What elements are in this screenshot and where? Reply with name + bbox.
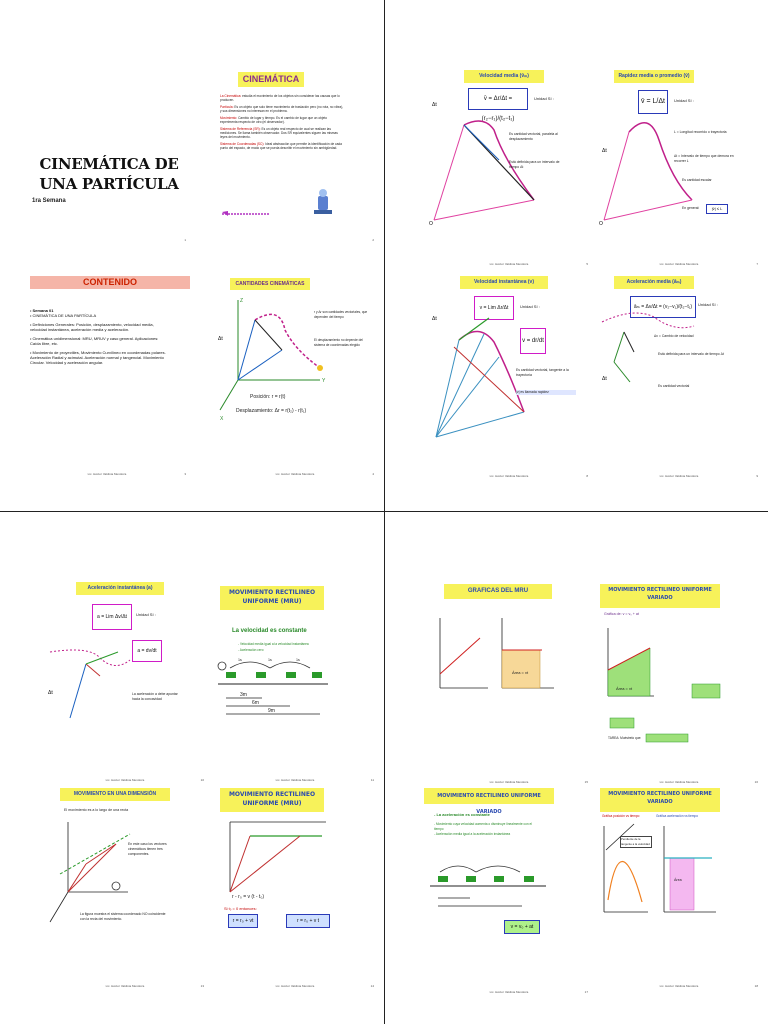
si-unit: Unidad SI : bbox=[534, 96, 554, 101]
page-number: 14 bbox=[370, 984, 374, 988]
note-vector: r y Δr son cantidades vectoriales, que dependen del tiempo bbox=[314, 310, 368, 319]
instantaneous-acceleration-diagram bbox=[40, 576, 210, 786]
svg-text:X: X bbox=[220, 416, 224, 422]
page-number: 4 bbox=[372, 472, 374, 476]
note-1: Es cantidad vectorial, tangente a la trayectoria bbox=[516, 368, 569, 377]
slide-footer: Lic. Héctor Valdivia Mendoza bbox=[489, 262, 529, 266]
page-number: 8 bbox=[586, 474, 588, 478]
slide-contenido bbox=[22, 270, 192, 480]
slide-footer: Lic. Héctor Valdivia Mendoza bbox=[105, 778, 145, 782]
slide-title: CONTENIDO bbox=[30, 276, 190, 289]
mruv-graph bbox=[594, 578, 764, 788]
area-label: Área bbox=[674, 878, 682, 882]
graph-2-label: Gráfica aceleración vs tiempo bbox=[656, 814, 698, 818]
slide-footer: Lic. Héctor Valdivia Mendoza bbox=[275, 778, 315, 782]
mru-eq-box-2: r = r₀ + v t bbox=[286, 914, 330, 928]
note-3: Es cantidad vectorial bbox=[658, 384, 690, 388]
slide-footer: Lic. Héctor Valdivia Mendoza bbox=[489, 474, 529, 478]
list-item: • Cinemática unidimensional: MRU, MRUV y caso general. Aplicaciones: Caída libre, etc. bbox=[30, 336, 159, 346]
slide-footer: Lic. Héctor Valdivia Mendoza bbox=[87, 472, 127, 476]
slide-title: Velocidad media (v̄ₘ) bbox=[464, 70, 544, 83]
mru-subtitle: La velocidad es constante bbox=[232, 628, 307, 634]
mru-eq-2: Si t₀ = 0 entonces: bbox=[224, 906, 257, 911]
intro-text: El movimiento es a lo largo de una recta bbox=[64, 808, 129, 812]
slide-footer: Lic. Héctor Valdivia Mendoza bbox=[659, 262, 699, 266]
note-1: Es cantidad vectorial, paralela al desplazamiento bbox=[509, 132, 558, 141]
slide-title: GRAFICAS DEL MRU bbox=[444, 584, 552, 599]
note-2: Está definida para un intervalo de tiempo Δt bbox=[509, 160, 560, 169]
mruv-position-acceleration-graphs bbox=[594, 782, 764, 992]
handout-page-3 bbox=[0, 512, 384, 1024]
list-item: • Movimiento de proyectiles, Movimiento Curvilíneo en coordenadas polares. Aceleración Radial y acimutal. Aceleración normal y tangencial. Movimiento Circular. Velocidad y aceleración angular. bbox=[30, 350, 166, 365]
mru-cars-diagram bbox=[210, 576, 380, 786]
slide-mruv-3 bbox=[594, 782, 764, 992]
slide-aceleracion-media bbox=[594, 272, 764, 482]
slide-velocidad-instantanea bbox=[424, 272, 594, 482]
slide-mru-2 bbox=[210, 782, 380, 992]
page-number: 9 bbox=[756, 474, 758, 478]
note-2: Δt = Intervalo de tiempo que demora en recorrer L bbox=[674, 154, 734, 163]
tangent-note: Pendiente de la tangente a la velocidad bbox=[620, 836, 652, 848]
average-speed-diagram bbox=[594, 60, 764, 270]
average-acceleration-diagram bbox=[594, 272, 764, 482]
slide-footer: Lic. Héctor Valdivia Mendoza bbox=[659, 474, 699, 478]
slide-title: MOVIMIENTO RECTILINEO UNIFORME (MRU) bbox=[220, 586, 324, 610]
distance-3m: 3m bbox=[240, 692, 247, 698]
mruv-subtitle: Gráfica de: v = v₀ + at bbox=[604, 612, 639, 616]
slide-footer: Lic. Héctor Valdivia Mendoza bbox=[275, 984, 315, 988]
mru-bullet-1: - Velocidad media igual a la velocidad instantánea bbox=[238, 642, 309, 646]
slide-footer: Lic. Héctor Valdivia Mendoza bbox=[489, 990, 529, 994]
page-number: 15 bbox=[584, 780, 588, 784]
slide-cinematica bbox=[210, 36, 380, 246]
slide-mru bbox=[210, 576, 380, 786]
content-list bbox=[30, 308, 170, 369]
svg-text:Δt: Δt bbox=[602, 148, 607, 154]
page-number: 2 bbox=[372, 238, 374, 242]
position-vector-diagram bbox=[210, 270, 380, 480]
slide-title: MOVIMIENTO RECTILINEO UNIFORME VARIADO bbox=[600, 788, 720, 812]
slide-title: CANTIDADES CINEMÁTICAS bbox=[230, 278, 310, 290]
formula-box: a = Lim Δv/Δt bbox=[92, 604, 132, 630]
mruv-bullet-2: - Aceleración media igual a la aceleración instantánea bbox=[434, 832, 511, 836]
page-number: 13 bbox=[200, 984, 204, 988]
mruv-eq-box: v = v₀ + at bbox=[504, 920, 540, 934]
slide-footer: Lic. Héctor Valdivia Mendoza bbox=[659, 984, 699, 988]
si-unit: Unidad SI : bbox=[520, 304, 540, 309]
note-displacement: El desplazamiento no depende del sistema de coordenadas elegido bbox=[314, 338, 363, 347]
formula-box: āₘ = Δv/Δt = (v₂−v₁)/(t₂−t₁) bbox=[630, 296, 696, 318]
homework-label: TAREA: Muéstrelo que: bbox=[608, 736, 642, 740]
note-2: |v| es llamada rapidez bbox=[516, 390, 576, 395]
slide-title: Rapidez media o promedio (v̄) bbox=[614, 70, 694, 83]
cinematica-illustration bbox=[210, 36, 380, 246]
svg-text:Y: Y bbox=[322, 378, 326, 384]
note-4: En general: bbox=[682, 206, 700, 210]
handout-page-2 bbox=[384, 0, 768, 512]
page-number: 5 bbox=[586, 262, 588, 266]
mruv-subtitle: - La aceleración es constante bbox=[434, 812, 490, 817]
slide-main-title: CINEMÁTICA DE UNA PARTÍCULA bbox=[39, 155, 179, 193]
mru-bullet-2: - Aceleración cero bbox=[238, 648, 264, 652]
svg-text:O: O bbox=[599, 221, 603, 227]
slide-rapidez-media bbox=[594, 60, 764, 270]
note-2: Está definida para un intervalo de tiempo Δt bbox=[658, 352, 724, 356]
derivative-box: a = dv/dt bbox=[132, 640, 162, 662]
page-number: 7 bbox=[756, 262, 758, 266]
mru-graphs bbox=[424, 578, 594, 788]
slide-footer: Lic. Héctor Valdivia Mendoza bbox=[659, 780, 699, 784]
slide-title: Velocidad instantánea (v) bbox=[460, 276, 548, 289]
list-item: • Definiciones Generales: Posición, desplazamiento, velocidad media, velocidad instantánea, aceleración media y aceleración. bbox=[30, 322, 154, 332]
mruv-bullet-1: - Movimiento cuya velocidad aumenta o disminuye linealmente con el tiempo bbox=[434, 822, 532, 831]
time-label: 1s bbox=[268, 658, 272, 662]
svg-text:Z: Z bbox=[240, 298, 244, 304]
displacement-equation: Desplazamiento: Δr = r(t₂) - r(t₁) bbox=[236, 408, 307, 414]
slide-graficas-mru bbox=[424, 578, 594, 788]
note-components: En este caso los vectores cinemáticos tienen tres componentes. bbox=[128, 842, 167, 856]
slide-title: MOVIMIENTO RECTILINEO UNIFORME VARIADO bbox=[424, 788, 554, 804]
note-3: Es cantidad escalar bbox=[682, 178, 712, 182]
page-number: 17 bbox=[584, 990, 588, 994]
note-coordinate-system: La figura muestra el sistema coordenado NO coincidente con la recta del movimiento. bbox=[80, 912, 166, 921]
svg-text:Δt: Δt bbox=[602, 376, 607, 382]
svg-text:Δt: Δt bbox=[218, 336, 223, 342]
slide-title: MOVIMIENTO RECTILINEO UNIFORME (MRU) bbox=[220, 788, 324, 812]
distance-6m: 6m bbox=[252, 700, 259, 706]
slide-cantidades bbox=[210, 270, 380, 480]
slide-title: MOVIMIENTO RECTILINEO UNIFORME VARIADO bbox=[600, 584, 720, 608]
si-unit: Unidad SI : bbox=[136, 612, 156, 617]
svg-text:Δt: Δt bbox=[432, 316, 437, 322]
formula-box: v̄ = Δr/Δt = (r₂−r₁)/(t₂−t₁) bbox=[468, 88, 528, 110]
slide-subtitle: 1ra Semana bbox=[32, 198, 66, 204]
note-1: Δv = Cambio de velocidad bbox=[654, 334, 694, 338]
slide-footer: Lic. Héctor Valdivia Mendoza bbox=[489, 780, 529, 784]
mru-eq-1: r - r₀ = v (t - t₀) bbox=[232, 894, 265, 900]
page-number: 1 bbox=[184, 238, 186, 242]
slide-footer: Lic. Héctor Valdivia Mendoza bbox=[105, 984, 145, 988]
slide-aceleracion-instantanea bbox=[40, 576, 210, 786]
si-unit: Unidad SI : bbox=[674, 98, 694, 103]
time-label: 1s bbox=[238, 658, 242, 662]
slide-mruv bbox=[594, 578, 764, 788]
area-label: Área = vt bbox=[616, 686, 633, 691]
svg-text:O: O bbox=[429, 221, 433, 227]
slide-title: MOVIMIENTO EN UNA DIMENSIÓN bbox=[60, 788, 170, 801]
slide-velocidad-media bbox=[424, 60, 594, 270]
svg-text:Δt: Δt bbox=[48, 690, 53, 696]
svg-text:Δt: Δt bbox=[432, 102, 437, 108]
handout-page-4 bbox=[384, 512, 768, 1024]
slide-title: CINEMÁTICA bbox=[238, 72, 304, 87]
page-number: 16 bbox=[754, 780, 758, 784]
page-number: 11 bbox=[370, 778, 374, 782]
slide-footer: Lic. Héctor Valdivia Mendoza bbox=[275, 472, 315, 476]
slide-title: Aceleración instantánea (a) bbox=[76, 582, 164, 595]
time-label: 1s bbox=[296, 658, 300, 662]
graph-1-label: Gráfica posición vs tiempo bbox=[602, 814, 640, 818]
mru-vector-diagram bbox=[210, 782, 380, 992]
one-dimension-diagram bbox=[40, 782, 210, 992]
note-concavity: La aceleración a debe apuntar hacia la concavidad bbox=[132, 692, 178, 701]
slide-title bbox=[22, 36, 192, 246]
formula-box: v̄ = L/Δt bbox=[638, 90, 668, 114]
slide-una-dimension bbox=[40, 782, 210, 992]
definitions-text: La Cinemática: estudia el movimiento de los objetos sin considerar las causas que lo producen. Partícula: Es un objeto que solo tiene movimiento de traslación pero (no rota, no vibra), y sus dimensiones no interesan en el problema. Movimiento: Cambio de lugar y tiempo. Es el cambio de lugar que un objeto experimenta respecto de otro (el observador). Sistema de Referencia (SR): Es un objeto real respecto de cual se realizan las mediciones. Se llama también observador. Dos SR equivalentes siguen las mismas leyes del movimiento. Sistema de Coordenadas (SC): Ideal abstracción que permite la identificación de cada punto del espacio, de modo que se pueda describir el movimiento sin ambigüedad. bbox=[220, 94, 344, 150]
page-number: 3 bbox=[184, 472, 186, 476]
derivative-box: v = dr/dt bbox=[520, 328, 546, 354]
mru-eq-box-1: r = r₀ + vt bbox=[228, 914, 258, 928]
mruv-cars-diagram bbox=[424, 788, 594, 998]
position-equation: Posición: r = r(t) bbox=[250, 394, 286, 400]
list-item: • Semana 01 • CINEMÁTICA DE UNA PARTÍCULA bbox=[30, 308, 97, 318]
slide-mruv-2 bbox=[424, 788, 594, 998]
note-1: L = Longitud recorrido o trayectoria bbox=[674, 130, 727, 134]
page-number: 18 bbox=[754, 984, 758, 988]
area-label: Área = vt bbox=[512, 670, 529, 675]
slide-title: Aceleración media (āₘ) bbox=[614, 276, 694, 289]
inequality-box: |v̄| ≤ L bbox=[706, 204, 728, 214]
formula-box: v = Lim Δr/Δt bbox=[474, 296, 514, 320]
handout-page-1 bbox=[0, 0, 384, 512]
si-unit: Unidad SI : bbox=[698, 302, 718, 307]
distance-9m: 9m bbox=[268, 708, 275, 714]
page-number: 10 bbox=[200, 778, 204, 782]
